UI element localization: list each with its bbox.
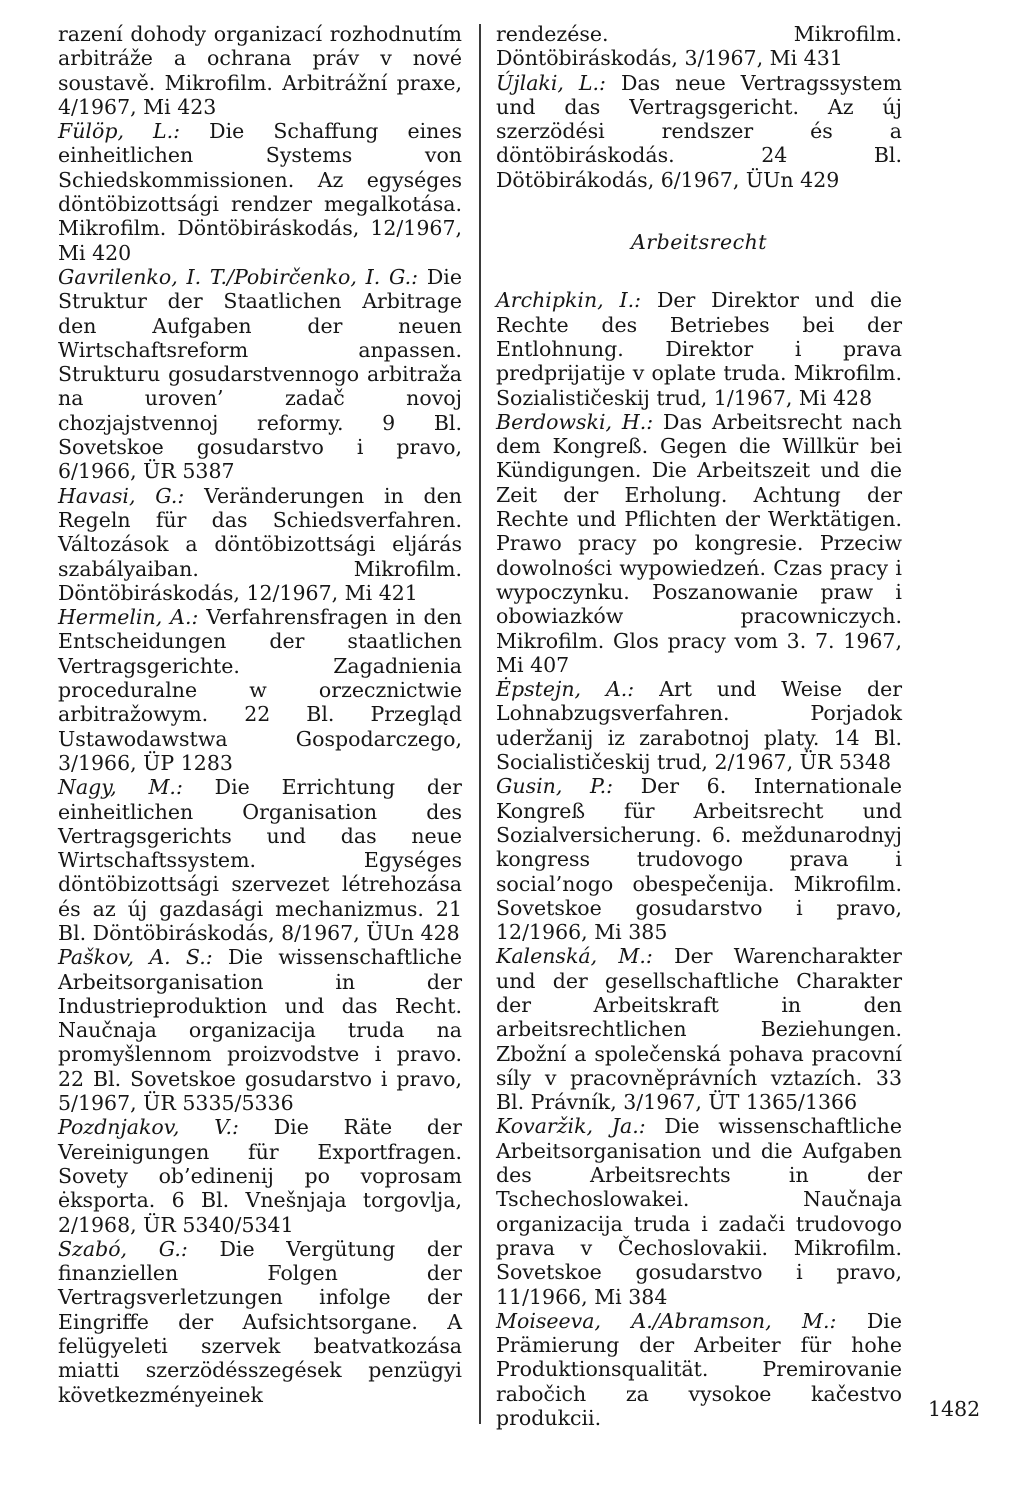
entry-author: Kalenská, M.: (496, 944, 653, 969)
bibliography-entry (58, 1237, 462, 1407)
entry-author: Kovaržik, Ja.: (496, 1114, 646, 1139)
bibliography-entry (496, 410, 902, 677)
page-number: 1482 (928, 1397, 981, 1421)
entry-text: Art und Weise der Lohnabzugsverfahren. Porjadok uderžanij iz zarabotnoj platy. 14 Bl. Socialističeskij trud, 2/1967, ÜR 5348 (496, 677, 902, 775)
bibliography-entry (496, 677, 902, 774)
entry-author: Gusin, P.: (496, 774, 614, 799)
entry-author: Paškov, A. S.: (58, 945, 213, 970)
bibliography-entry (58, 775, 462, 945)
entry-text: Der Direktor und die Rechte des Betriebes bei der Entlohnung. Direktor i prava predprijatije v oplate truda. Mikrofilm. Sozialističeskij trud, 1/1967, Mi 428 (496, 288, 902, 410)
entry-text: Das Arbeitsrecht nach dem Kongreß. Gegen die Willkür bei Kündigungen. Die Arbeitszeit und die Zeit der Erholung. Achtung der Rechte und Pflichten der Werktätigen. Prawo pracy po kongresie. Przeciw dowolności wypowiedzeń. Czas pracy i wypoczynku. Poszanowanie praw i obowiazków pracowniczych. Mikrofilm. Glos pracy vom 3. 7. 1967, Mi 407 (496, 409, 902, 677)
entry-author: Szabó, G.: (58, 1236, 188, 1261)
entry-text: Der 6. Internationale Kongreß für Arbeitsrecht und Sozialversicherung. 6. meždunarodnyj kongress trudovogo prava i social’nogo obespečenija. Mikrofilm. Sovetskoe gosudarstvo i pravo, 12/1966, Mi 385 (496, 774, 902, 945)
bibliography-entry (58, 1115, 462, 1236)
bibliography-entry (496, 71, 902, 192)
entry-author: Berdowski, H.: (496, 409, 654, 434)
bibliography-entry (58, 119, 462, 265)
bibliography-entry (496, 288, 902, 409)
entry-text: Die Errichtung der einheitlichen Organisation des Vertragsgerichts und das neue Wirtschaftssystem. Egységes döntöbizottsági szervezet létrehozása és az új gazdasági mechanizmus. 21 Bl. Döntöbiráskodás, 8/1967, ÜUn 428 (58, 775, 462, 945)
entry-author: Pozdnjakov, V.: (58, 1115, 239, 1140)
bibliography-entry (496, 1114, 902, 1308)
entry-text: rendezése. Mikrofilm. Döntöbiráskodás, 3/1967, Mi 431 (496, 22, 902, 71)
bibliography-entry (58, 945, 462, 1115)
column-divider (479, 24, 481, 1424)
left-column (58, 22, 462, 1407)
entry-text: Die Räte der Vereinigungen für Exportfragen. Sovety ob’edinenij po voprosam ėksporta. 6 Bl. Vnešnjaja torgovlja, 2/1968, ÜR 5340/5341 (58, 1115, 462, 1237)
entry-author: Archipkin, I.: (496, 288, 642, 313)
bibliography-entry (58, 605, 462, 775)
right-column (496, 22, 902, 1430)
entry-author: Hermelin, A.: (58, 605, 199, 630)
entry-author: Újlaki, L.: (496, 70, 606, 95)
entry-author: Gavrilenko, I. T./Pobirčenko, I. G.: (58, 264, 419, 289)
entry-text: Die Prämierung der Arbeiter für hohe Produktionsqualität. Premirovanie rabočich za vysokoe kačestvo produkcii. (496, 1308, 902, 1431)
bibliography-entry (58, 484, 462, 605)
entry-text: Verfahrensfragen in den Entscheidungen der staatlichen Vertragsgerichte. Zagadnienia proceduralne w orzecznictwie arbitražowym. 22 Bl. Przegląd Ustawodawstwa Gospodarczego, 3/1966, ÜP 1283 (58, 605, 462, 775)
entry-text: Veränderungen in den Regeln für das Schiedsverfahren. Változások a döntöbizottsági eljárás szabályaiban. Mikrofilm. Döntöbiráskodás, 12/1967, Mi 421 (58, 483, 462, 605)
entry-author: Nagy, M.: (58, 775, 183, 800)
bibliography-entry (58, 22, 462, 119)
entry-author: Fülöp, L.: (58, 119, 181, 144)
bibliography-entry (496, 944, 902, 1114)
entry-author: Moiseeva, A./Abramson, M.: (496, 1308, 837, 1333)
entry-author: Ėpstejn, A.: (496, 677, 635, 702)
entry-text: Die Vergütung der finanziellen Folgen der Vertragsverletzungen infolge der Eingriffe der Aufsichtsorgane. A felügyeleti szervek beatvatkozása miatti szerzödésszegések penzügyi következményeinek (58, 1236, 462, 1407)
bibliography-entry (58, 265, 462, 484)
entry-text: Die wissenschaftliche Arbeitsorganisation in der Industrieproduktion und das Recht. Naučnaja organizacija truda na promyšlennom proizvodstve i pravo. 22 Bl. Sovetskoe gosudarstvo i pravo, 5/1967, ÜR 5335/5336 (58, 945, 462, 1116)
entry-text: Die wissenschaftliche Arbeitsorganisation und die Aufgaben des Arbeitsrechts in der Tschechoslowakei. Naučnaja organizacija truda i zadači trudovogo prava v Čechoslovakii. Mikrofilm. Sovetskoe gosudarstvo i pravo, 11/1966, Mi 384 (496, 1114, 902, 1309)
entry-text: Die Schaffung eines einheitlichen Systems von Schiedskommissionen. Az egységes döntöbizottsági rendzer megalkotása. Mikrofilm. Döntöbiráskodás, 12/1967, Mi 420 (58, 119, 462, 265)
section-heading: Arbeitsrecht (630, 230, 768, 255)
entry-text: Der Warencharakter und der gesellschaftliche Charakter der Arbeitskraft in den arbeitsrechtlichen Beziehungen. Zbožní a společenská pohava pracovní síly v pracovněprávních vztazích. 33 Bl. Právník, 3/1967, ÜT 1365/1366 (496, 944, 902, 1115)
entry-text: Das neue Vertragssystem und das Vertragsgericht. Az új szerzödési rendszer és a döntöbiráskodás. 24 Bl. Dötöbirákodás, 6/1967, ÜUn 429 (496, 70, 902, 192)
entry-author: Havasi, G.: (58, 483, 185, 508)
bibliography-entry (496, 774, 902, 944)
entry-text: Die Struktur der Staatlichen Arbitrage den Aufgaben der neuen Wirtschaftsreform anpassen. Strukturu gosudarstvennogo arbitraža na uroven’ zadač novoj chozjajstvennoj reformy. 9 Bl. Sovetskoe gosudarstvo i pravo, 6/1966, ÜR 5387 (58, 264, 462, 484)
entry-text: razení dohody organizací rozhodnutím arbitráže a ochrana práv v nové soustavě. Mikrofilm. Arbitrážní praxe, 4/1967, Mi 423 (58, 22, 462, 119)
bibliography-entry (496, 22, 902, 71)
bibliography-entry (496, 1309, 902, 1430)
